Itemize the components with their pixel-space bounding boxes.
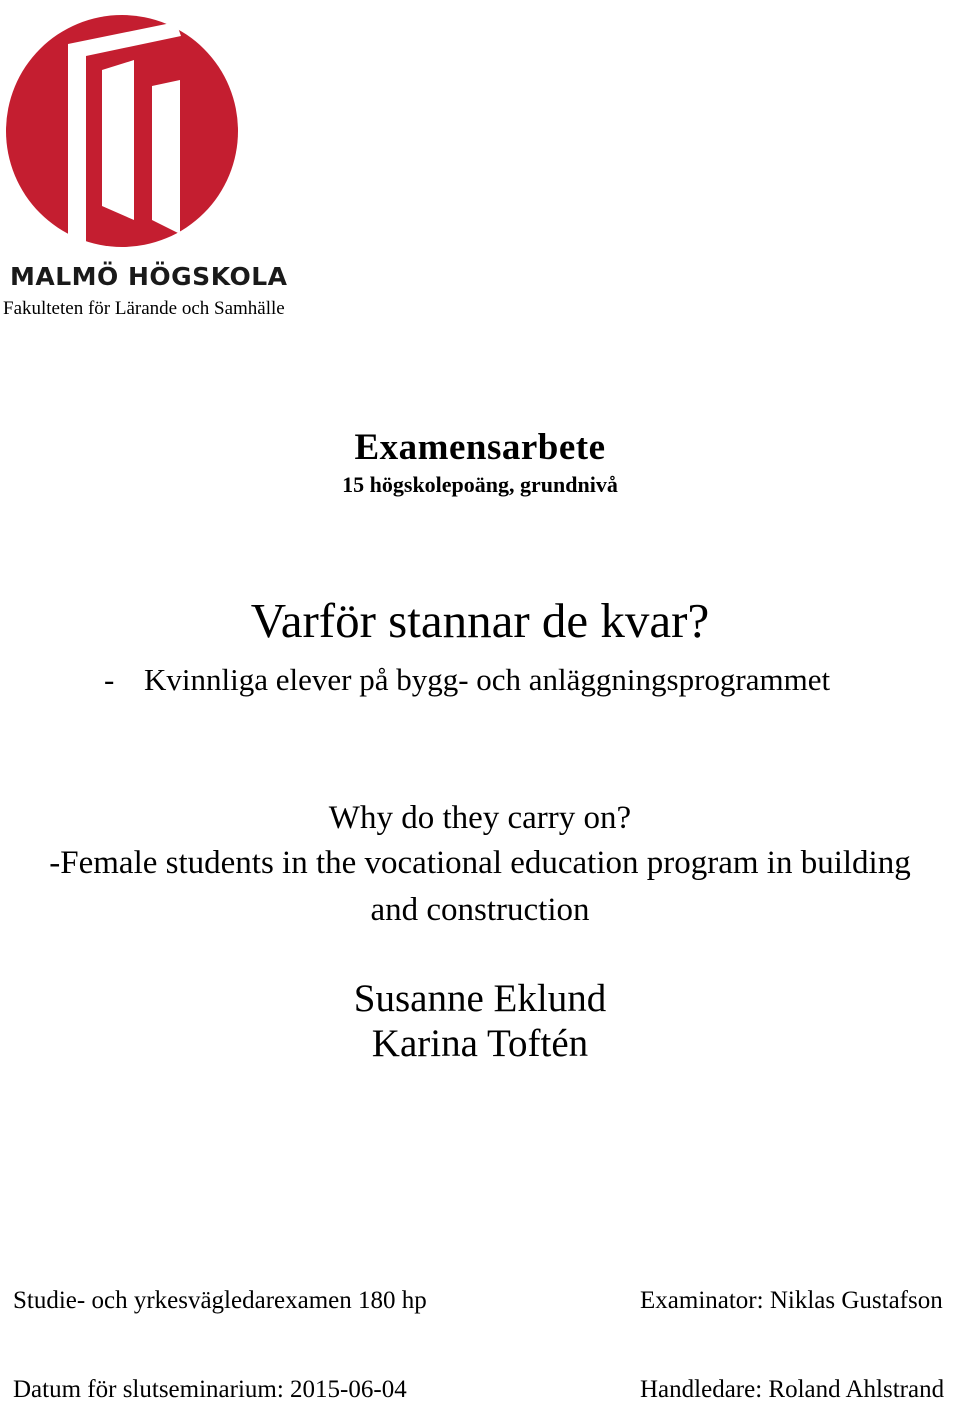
- thesis-subtitle-english-line-2: and construction: [370, 892, 590, 928]
- faculty-name: Fakulteten för Lärande och Samhälle: [3, 298, 285, 319]
- author-name: Karina Toftén: [371, 1022, 589, 1065]
- thesis-subtitle-english-line-1: -Female students in the vocational education program in building: [49, 845, 911, 881]
- seminar-date: Datum för slutseminarium: 2015-06-04: [13, 1376, 407, 1403]
- supervisor: Handledare: Roland Ahlstrand: [640, 1376, 945, 1403]
- thesis-title-english: Why do they carry on?: [328, 800, 632, 836]
- subtitle-dash: -: [104, 662, 115, 697]
- credits-level: 15 högskolepoäng, grundnivå: [342, 472, 618, 497]
- thesis-title-swedish: Varför stannar de kvar?: [250, 593, 710, 648]
- document-type-title: Examensarbete: [354, 427, 606, 468]
- logo-wordmark: MALMÖ HÖGSKOLA: [10, 262, 288, 291]
- author-name: Susanne Eklund: [353, 977, 607, 1020]
- examiner: Examinator: Niklas Gustafson: [640, 1287, 943, 1314]
- subtitle-swedish-text: Kvinnliga elever på bygg- och anläggningsprogrammet: [144, 662, 831, 697]
- malmo-hogskola-logo-icon: [6, 14, 238, 248]
- degree-program: Studie- och yrkesvägledarexamen 180 hp: [13, 1287, 427, 1314]
- thesis-subtitle-swedish: [104, 662, 830, 698]
